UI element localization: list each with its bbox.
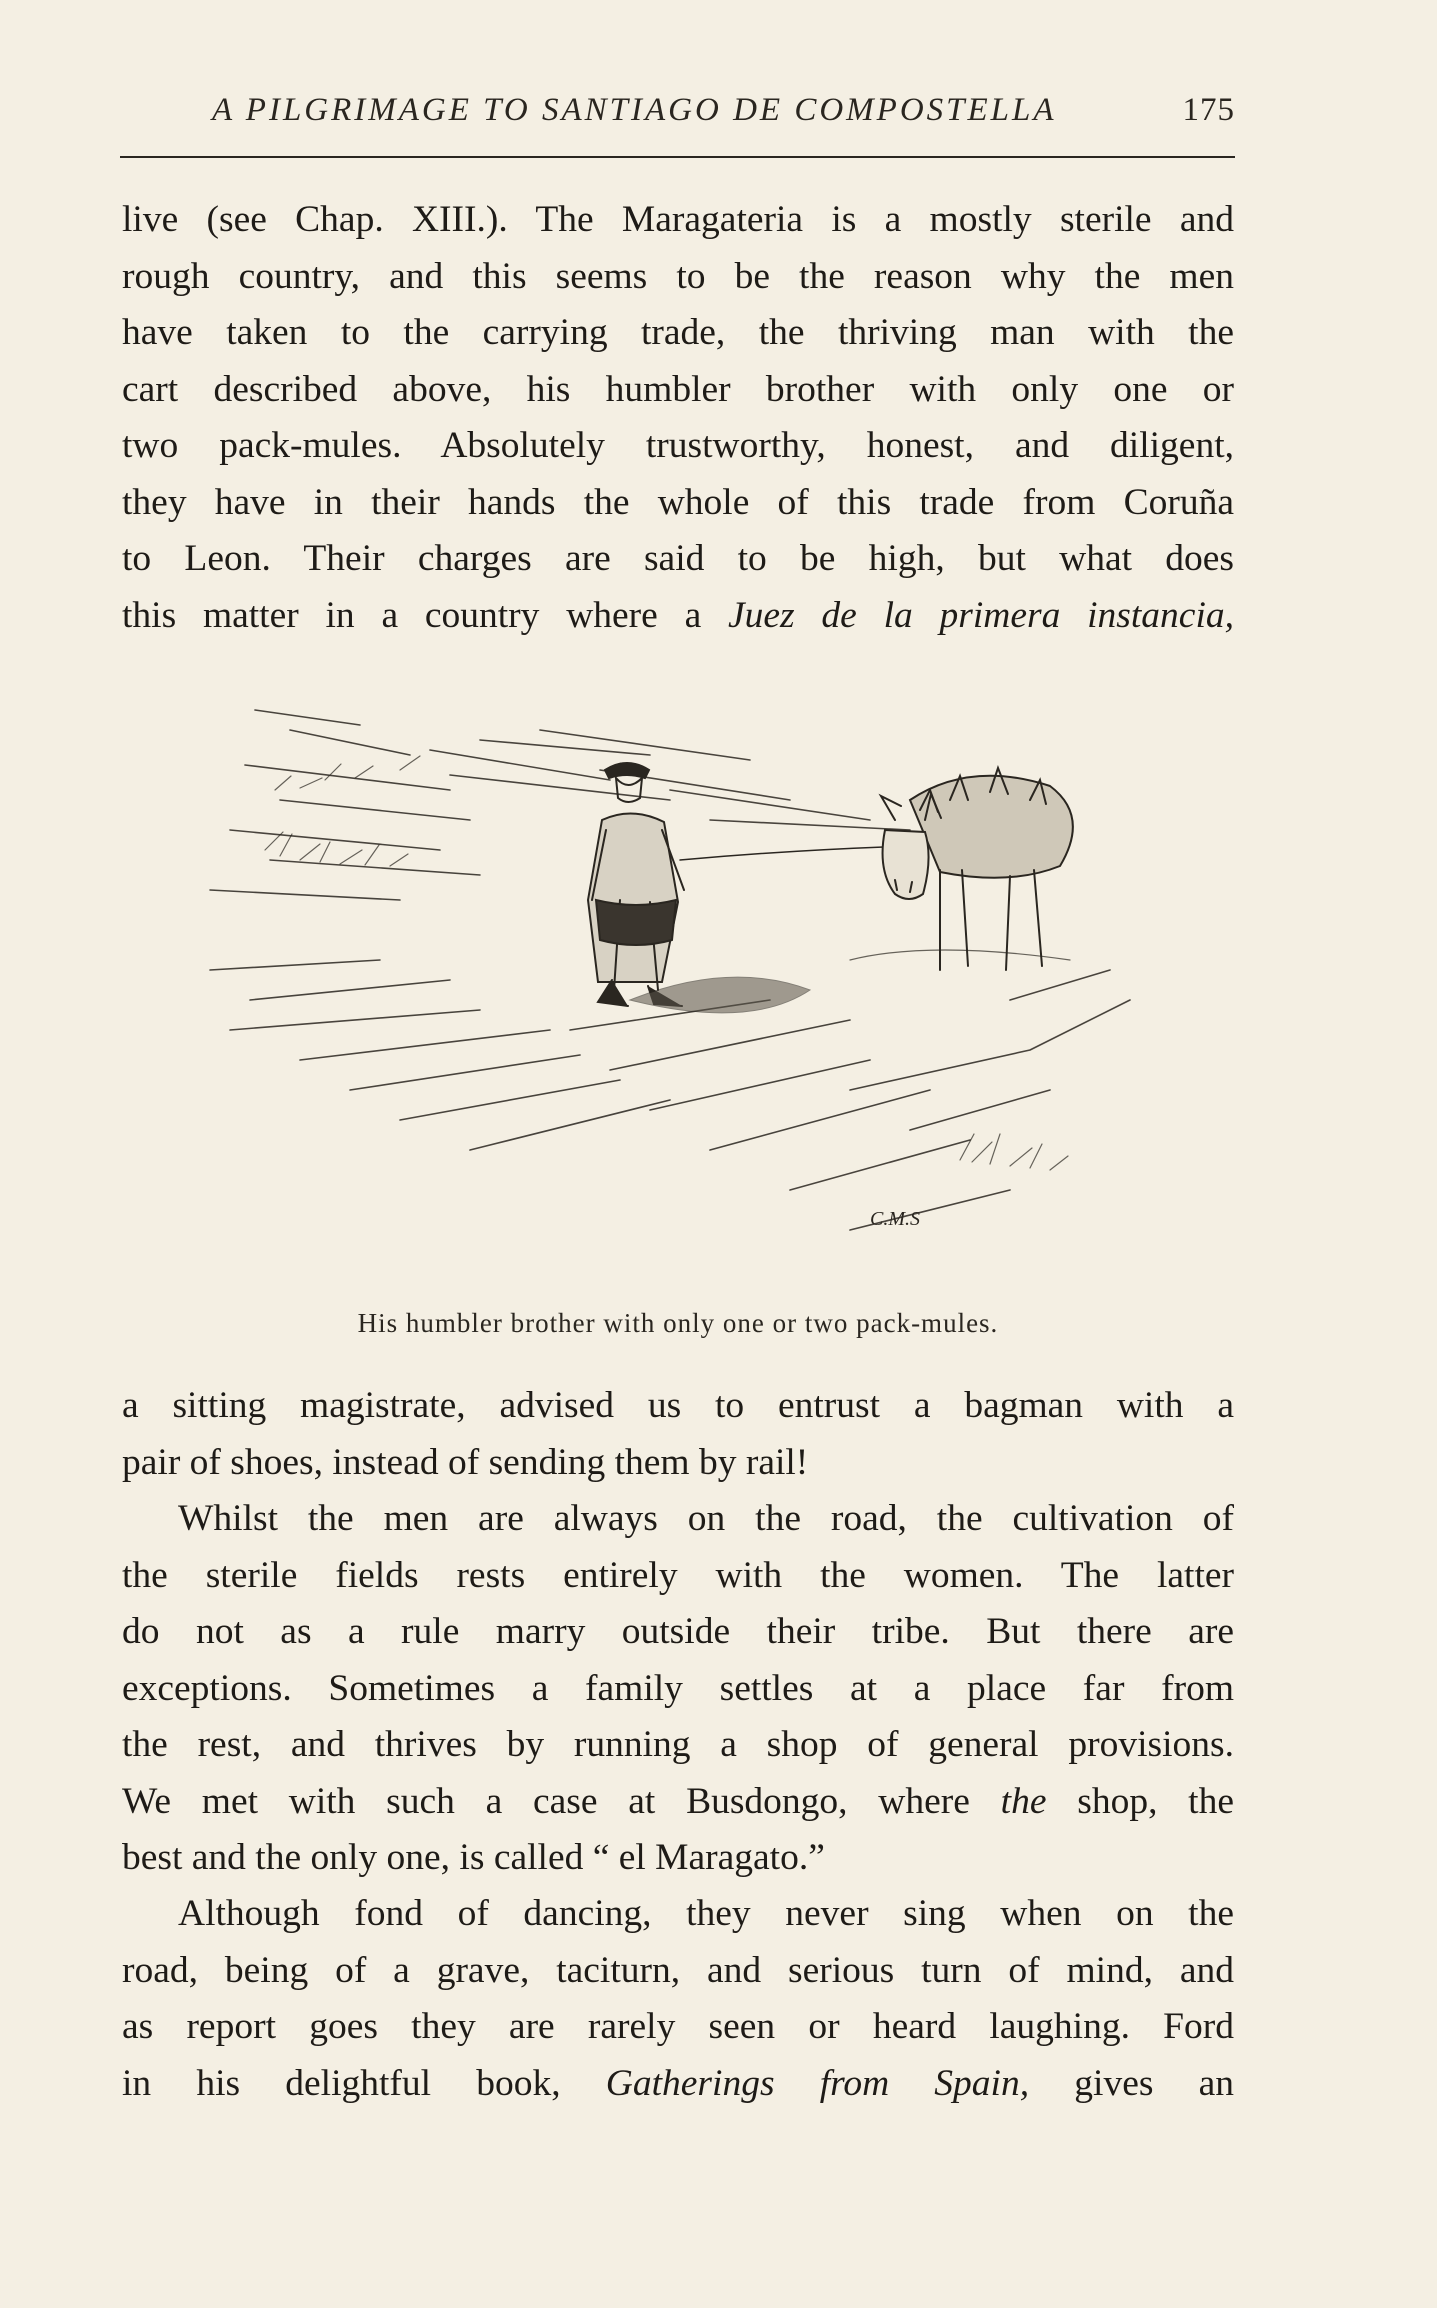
pack-mule	[850, 768, 1073, 970]
text-line: two pack-mules. Absolutely trustworthy, honest, and diligent,	[122, 425, 1234, 466]
text-line	[122, 588, 1234, 645]
lead-rope	[680, 846, 910, 860]
text-run: shop, the	[1046, 1780, 1234, 1822]
text-line	[122, 2056, 1234, 2113]
text-run: in his delightful book,	[122, 2062, 606, 2104]
text-run: gives an	[1029, 2062, 1234, 2104]
text-line: live (see Chap. XIII.). The Maragateria is a mostly sterile and	[122, 199, 1234, 240]
text-line: road, being of a grave, taciturn, and serious turn of mind, and	[122, 1949, 1234, 1991]
italic-word: the	[1000, 1780, 1047, 1822]
text-line: do not as a rule marry outside their tribe. But there are	[122, 1611, 1234, 1652]
text-line: best and the only one, is called “ el Maragato.”	[122, 1837, 825, 1878]
page-number: 175	[1182, 92, 1235, 128]
paragraph-1	[122, 192, 1234, 644]
header-rule	[120, 156, 1235, 158]
illustration	[150, 670, 1230, 1280]
text-line: Whilst the men are always on the road, the cultivation of	[178, 1498, 1234, 1539]
text-line: to Leon. Their charges are said to be high, but what does	[122, 538, 1234, 579]
text-line: Although fond of dancing, they never sing when on the	[178, 1893, 1234, 1934]
paragraph-2	[122, 1378, 1234, 1491]
engraving-muleteer-with-mules	[150, 670, 1230, 1280]
text-line: the sterile fields rests entirely with the women. The latter	[122, 1554, 1234, 1596]
text-run: this matter in a country where a	[122, 594, 728, 636]
running-title: A PILGRIMAGE TO SANTIAGO DE COMPOSTELLA	[212, 92, 1057, 128]
text-line: the rest, and thrives by running a shop of general provisions.	[122, 1724, 1234, 1765]
text-line	[122, 1774, 1234, 1831]
text-line: rough country, and this seems to be the reason why the men	[122, 255, 1234, 297]
italic-phrase: Juez de la primera instancia,	[728, 594, 1234, 636]
figure-caption: His humbler brother with only one or two pack-mules.	[357, 1308, 999, 1338]
text-line: a sitting magistrate, advised us to entrust a bagman with a	[122, 1385, 1234, 1426]
text-line: they have in their hands the whole of this trade from Coruña	[122, 481, 1234, 523]
paragraph-4	[122, 1886, 1234, 2112]
text-line: cart described above, his humbler brother with only one or	[122, 368, 1234, 410]
text-line: as report goes they are rarely seen or heard laughing. Ford	[122, 2006, 1234, 2047]
artist-signature: C.M.S	[870, 1208, 920, 1230]
running-head	[120, 88, 1235, 138]
text-run: We met with such a case at Busdongo, where	[122, 1780, 1001, 1822]
text-line: pair of shoes, instead of sending them by rail!	[122, 1441, 809, 1483]
paragraph-3	[122, 1491, 1234, 1887]
book-title: Gatherings from Spain,	[605, 2062, 1030, 2104]
text-line: have taken to the carrying trade, the thriving man with the	[122, 312, 1234, 353]
text-line: exceptions. Sometimes a family settles at a place far from	[122, 1667, 1234, 1709]
